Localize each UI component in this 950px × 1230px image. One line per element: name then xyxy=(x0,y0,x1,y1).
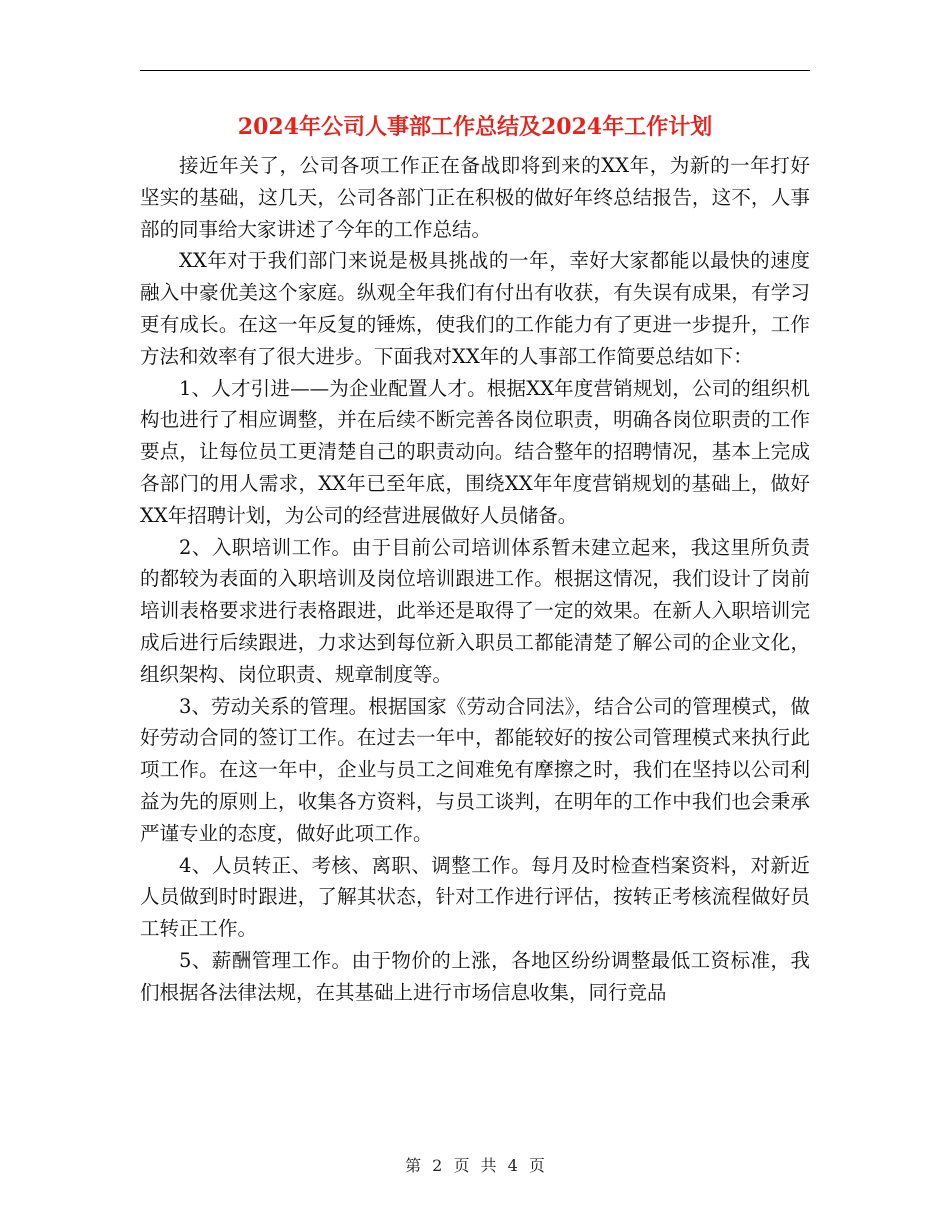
document-title: 2024年公司人事部工作总结及2024年工作计划 xyxy=(237,114,713,140)
paragraph-item-1: 1、人才引进——为企业配置人才。根据XX年度营销规划，公司的组织机构也进行了相应调整，并在后续不断完善各岗位职责，明确各岗位职责的工作要点，让每位员工更清楚自己的职责动向。结合整年的招聘情况，基本上完成各部门的用人需求，XX年已至年底，围绕XX年年度营销规划的基础上，做好XX年招聘计划，为公司的经营进展做好人员储备。 xyxy=(140,376,810,527)
header-rule xyxy=(140,70,810,71)
document-body xyxy=(140,150,810,1009)
page-footer: 第 2 页 共 4 页 xyxy=(405,1156,545,1175)
paragraph-item-5: 5、薪酬管理工作。由于物价的上涨，各地区纷纷调整最低工资标准，我们根据各法律法规，在其基础上进行市场信息收集，同行竞品 xyxy=(140,948,810,1004)
paragraph-item-4: 4、人员转正、考核、离职、调整工作。每月及时检查档案资料，对新近人员做到时时跟进，了解其状态，针对工作进行评估，按转正考核流程做好员工转正工作。 xyxy=(140,853,810,941)
paragraph-item-3: 3、劳动关系的管理。根据国家《劳动合同法》，结合公司的管理模式，做好劳动合同的签订工作。在过去一年中，都能较好的按公司管理模式来执行此项工作。在这一年中，企业与员工之间难免有摩擦之时，我们在坚持以公司利益为先的原则上，收集各方资料，与员工谈判，在明年的工作中我们也会秉承严谨专业的态度，做好此项工作。 xyxy=(140,694,810,845)
paragraph-intro: 接近年关了，公司各项工作正在备战即将到来的XX年，为新的一年打好坚实的基础，这几天，公司各部门正在积极的做好年终总结报告，这不，人事部的同事给大家讲述了今年的工作总结。 xyxy=(140,154,810,241)
paragraph-overview: XX年对于我们部门来说是极具挑战的一年，幸好大家都能以最快的速度融入中豪优美这个家庭。纵观全年我们有付出有收获，有失误有成果，有学习更有成长。在这一年反复的锤炼，使我们的工作能力有了更进一步提升，工作方法和效率有了很大进步。下面我对XX年的人事部工作简要总结如下： xyxy=(140,249,810,368)
paragraph-item-2: 2、入职培训工作。由于目前公司培训体系暂未建立起来，我这里所负责的都较为表面的入职培训及岗位培训跟进工作。根据这情况，我们设计了岗前培训表格要求进行表格跟进，此举还是取得了一定的效果。在新人入职培训完成后进行后续跟进，力求达到每位新入职员工都能清楚了解公司的企业文化，组织架构、岗位职责、规章制度等。 xyxy=(140,535,810,686)
